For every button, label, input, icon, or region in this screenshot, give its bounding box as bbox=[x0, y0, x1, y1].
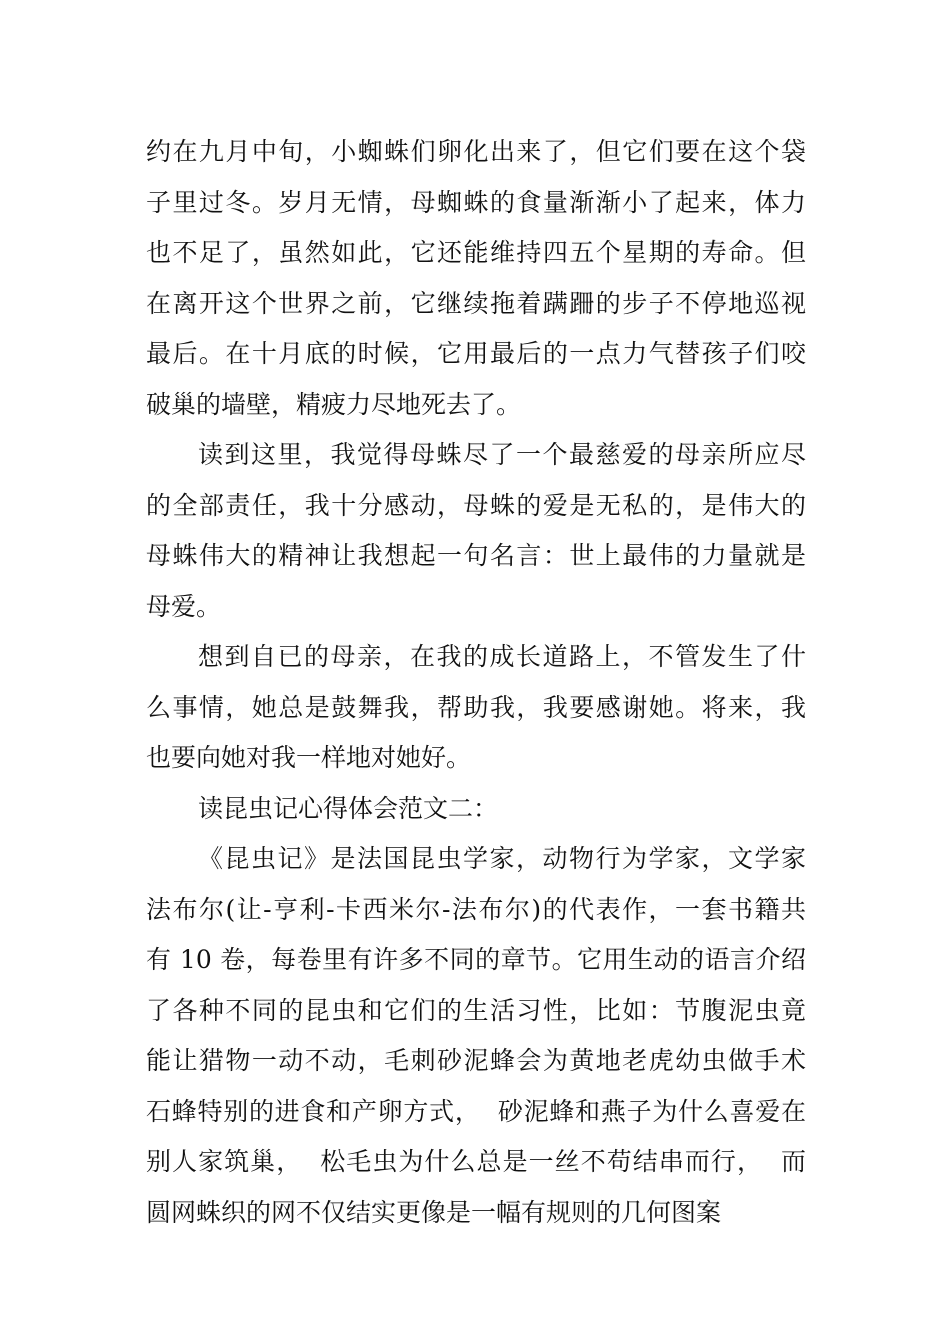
paragraph bbox=[146, 430, 806, 632]
text-line: 最后。在十月底的时候，它用最后的一点力气替孩子们咬 bbox=[146, 339, 806, 368]
text-line: 圆网蛛织的网不仅结实更像是一幅有规则的几何图案 bbox=[146, 1197, 722, 1227]
text-line: 别人家筑巢， 松毛虫为什么总是一丝不苟结串而行， 而 bbox=[146, 1147, 806, 1176]
paragraph bbox=[146, 784, 806, 835]
text-line: 能让猎物一动不动，毛刺砂泥蜂会为黄地老虎幼虫做手术 bbox=[146, 1046, 806, 1075]
text-line: 母爱。 bbox=[146, 591, 222, 621]
text-line: 《昆虫记》是法国昆虫学家，动物行为学家，文学家 bbox=[198, 844, 806, 873]
text-line: 也要向她对我一样地对她好。 bbox=[146, 743, 472, 772]
text-line: 在离开这个世界之前，它继续拖着蹒跚的步子不停地巡视 bbox=[146, 288, 806, 318]
text-line: 母蛛伟大的精神让我想起一句名言：世上最伟的力量就是 bbox=[146, 541, 806, 570]
paragraph bbox=[146, 127, 806, 430]
text-line: 想到自已的母亲，在我的成长道路上，不管发生了什 bbox=[198, 642, 806, 671]
text-line: 有 10 卷，每卷里有许多不同的章节。它用生动的语言介绍 bbox=[146, 945, 806, 974]
text-line: 了各种不同的昆虫和它们的生活习性，比如：节腹泥虫竟 bbox=[146, 995, 806, 1025]
paragraph bbox=[146, 834, 806, 1238]
text-line: 子里过冬。岁月无情，母蜘蛛的食量渐渐小了起来，体力 bbox=[146, 187, 806, 217]
paragraph bbox=[146, 632, 806, 784]
text-line: 读到这里，我觉得母蛛尽了一个最慈爱的母亲所应尽 bbox=[198, 440, 806, 469]
text-line: 破巢的墙壁，精疲力尽地死去了。 bbox=[146, 389, 522, 419]
text-line: 读昆虫记心得体会范文二： bbox=[198, 793, 499, 823]
text-line: 约在九月中旬，小蜘蛛们卵化出来了，但它们要在这个袋 bbox=[146, 137, 806, 166]
text-line: 的全部责任，我十分感动，母蛛的爱是无私的，是伟大的 bbox=[146, 490, 806, 520]
text-line: 么事情，她总是鼓舞我，帮助我，我要感谢她。将来，我 bbox=[146, 692, 806, 722]
text-line: 石蜂特别的进食和产卵方式， 砂泥蜂和燕子为什么喜爱在 bbox=[146, 1096, 806, 1126]
text-line: 法布尔(让-亨利-卡西米尔-法布尔)的代表作，一套书籍共 bbox=[146, 894, 806, 924]
text-line: 也不足了，虽然如此，它还能维持四五个星期的寿命。但 bbox=[146, 238, 806, 267]
document-body bbox=[146, 127, 806, 1238]
